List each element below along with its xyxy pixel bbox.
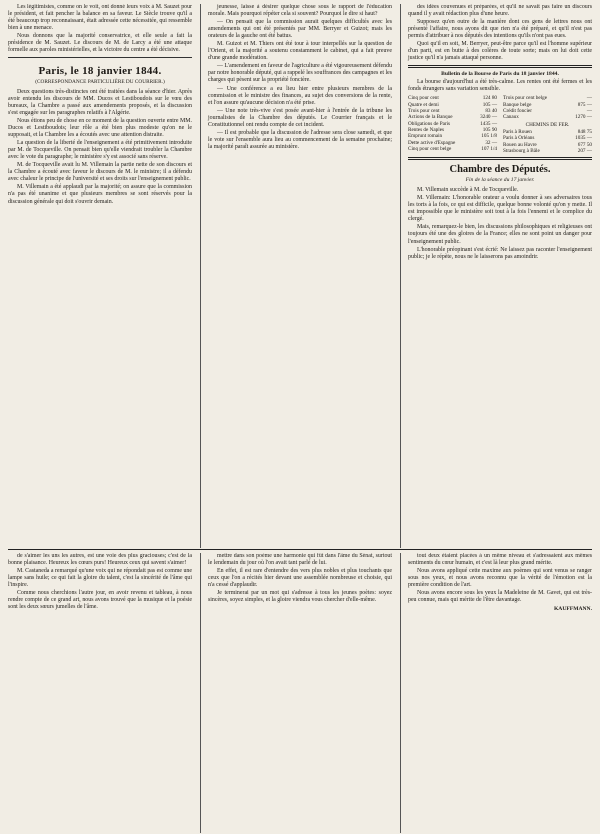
feuilleton-paragraph: En effet, il est rare d'entendre des vers plus nobles et plus touchants que ceux que l'on a récités hier devant une assemblée nombreuse et choisie, qui n'a cessé d'applaudir. xyxy=(208,568,392,589)
section-rule xyxy=(8,57,192,58)
feuilleton-paragraph: de s'aimer les uns les autres, est une voie des plus graciouses; c'est de la bonne plaisance. Heureux les cœurs purs! Heureux ceux qui savent s'aimer! xyxy=(8,553,192,567)
dateline: Paris, le 18 janvier 1844. xyxy=(38,65,162,78)
article-paragraph: La question de la liberté de l'enseignement a été primitivement introduite par M. de Tocqueville. On pensait bien qu'elle viendrait troubler la Chambre avec le vote du paragraphe; le ministère s'y est associé sans réserve. xyxy=(8,140,192,161)
bourse-row: Banque belge 875 — xyxy=(503,101,592,108)
bourse-row: Cinq pour cent belge 107 1/4 xyxy=(408,145,497,152)
bourse-row: Rentes de Naples 105 90 xyxy=(408,126,497,133)
main-columns xyxy=(8,4,592,548)
correspondence-subhead: (CORRESPONDANCE PARTICULIÈRE DU COURRIER.) xyxy=(35,79,165,86)
bourse-row: Rouen au Havre 677 50 xyxy=(503,141,592,148)
article-paragraph: L'honorable préopinant s'est écrié: Ne laissez pas raconter l'enseignement public; je le répète, nous ne le laisserons pas amoindrir. xyxy=(408,246,592,260)
bourse-note: La bourse d'aujourd'hui a été très-calme. Les rentes ont été fermes et les fonds étrangers sans variation sensible. xyxy=(408,79,592,93)
feuilleton-paragraph: Comme nous cherchions l'autre jour, en avoir revenu et tableau, à nous rendre compte de ce grand art, nous avons trouvé que la musique et la poésie sont les deux sœurs jumelles de l'âme. xyxy=(8,590,192,611)
bourse-table xyxy=(408,95,592,154)
bourse-row: Dette active d'Espagne 32 — xyxy=(408,139,497,146)
bourse-row: Canaux 1270 — xyxy=(503,114,592,121)
article-paragraph: M. Villemain: L'honorable orateur a voulu donner à ses adversaires tous les torts à la fois, ce qui est difficile, quelque bonne volonté qu'on y mette. Il est impossible que le ministère soit tout à la fois l'ennemi et le complice du clergé. xyxy=(408,195,592,223)
article-paragraph: Mais, remarquez-le bien, les discussions philosophiques et religieuses ont toujours été une des gloires de la France; elles ne sont point un danger pour l'enseignement public. xyxy=(408,224,592,245)
bourse-title: Bulletin de la Bourse de Paris du 18 janvier 1844. xyxy=(441,71,559,78)
article-paragraph: des idées couvenues et préparées, et qu'il ne savait pas faire un discours quand il y avait rédaction plus d'une heure. xyxy=(408,4,592,18)
article-paragraph: Nous donnons que la majorité conservatrice, et elle seule a fait la présidence de M. Sauzet. Le discours de M. de Larcy a été une attaque formelle aux paroles ministérielles, et la victoire du centre a été décisive. xyxy=(8,33,192,54)
feuilleton xyxy=(8,549,592,833)
article-paragraph: — Une conférence a eu lieu hier entre plusieurs membres de la commission et le ministre des finances, au sujet des conversions de la rente, et l'on assure qu'aucune décision n'a été prise. xyxy=(208,85,392,106)
bourse-row: Strasbourg à Bâle 207 — xyxy=(503,147,592,154)
article-paragraph: Deux questions très-distinctes ont été traitées dans la séance d'hier. Après avoir entendu les discours de MM. Ducos et Lestiboudois sur le vœu des bureaux, la Chambre a passé aux amendements proposés, et la discussion s'est engagée sur les paragraphes relatifs à l'Algérie. xyxy=(8,88,192,116)
author-signature: KAUFFMANN. xyxy=(553,606,592,613)
chamber-title: Chambre des Députés. xyxy=(449,164,551,176)
bourse-row: Paris à Rouen 848 75 xyxy=(503,128,592,135)
feuilleton-paragraph: tout deux étaient placées à un même niveau et s'adressaient aux mêmes sentiments du cœur humain, et c'est là leur plus grand mérite. xyxy=(408,553,592,567)
section-rule xyxy=(408,157,592,160)
article-paragraph: M. Villemain succède à M. de Tocqueville. xyxy=(417,187,519,194)
article-paragraph: M. Guizot et M. Thiers ont été tour à tour interpellés sur la question de l'Orient, et la majorité a soutenu constamment le cabinet, qui a fait preuve d'une grande modération. xyxy=(208,41,392,62)
bourse-row: Trois pour cent 83 40 xyxy=(408,108,497,115)
article-paragraph: Les légitimistes, comme on le voit, ont donné leurs voix à M. Sauzet pour le président, et fait pencher la balance en sa faveur. Le Siècle trouve qu'il a été beaucoup trop reconnaissant, était adressée cette nécessitée, qui ressemble bien à une menace. xyxy=(8,4,192,32)
feuilleton-paragraph: Nous avons appliqué cette maxime aux poèmes qui sont venus se ranger sous nos yeux, et nous avons reconnu que la vérité de l'émotion est la première condition de l'art. xyxy=(408,568,592,589)
article-paragraph: Supposez qu'en outre de la manière dont ces gens de lettres nous ont présenté l'affaire, nous ayons dit que rien n'a été préparé, et qu'il n'est pas permis d'attribuer à nos députés des intentions qu'ils n'ont pas eues. xyxy=(408,19,592,40)
article-paragraph: Quoi qu'il en soit, M. Berryer, peut-être parce qu'il est l'homme supérieur d'un parti, est en butte à des colères de toute sorte; mais on lui doit cette justice qu'il n'a jamais attaqué personne. xyxy=(408,41,592,62)
article-paragraph: — Une note très-vive s'est posée avant-hier à l'entrée de la tribune les journalistes de la Chambre des députés. Le Courrier français et le Constitutionnel ont rendu compte de cet incident. xyxy=(208,107,392,128)
bourse-column-left xyxy=(408,95,497,154)
bourse-row: Emprunt romain 105 1/8 xyxy=(408,133,497,140)
article-paragraph: M. Villemain a été applaudi par la majorité; on assure que la commission n'a pas été unanime et que plusieurs membres se sont réservés pour la discussion générale qui doit s'ouvrir demain. xyxy=(8,184,192,205)
chamber-subtitle: Fin de la séance du 17 janvier. xyxy=(465,177,535,184)
bourse-row: Crédit foncier — xyxy=(503,108,592,115)
article-paragraph: — L'amendement en faveur de l'agriculture a été vigoureusement défendu par notre honorable député, qui a rappelé les souffrances des campagnes et les charges qui pèsent sur la propriété foncière. xyxy=(208,63,392,84)
article-paragraph: — On pensait que la commission aurait quelques difficultés avec les amendements qui ont été présentés par MM. Berryer et Guizot; mais les orateurs de la gauche ont été battus. xyxy=(208,19,392,40)
article-paragraph: — Il est probable que la discussion de l'adresse sera close samedi, et que le vote sur l'ensemble aura lieu au commencement de la semaine prochaine; la majorité paraît assurée au ministère. xyxy=(208,129,392,150)
feuilleton-column-1 xyxy=(8,553,192,833)
column-2 xyxy=(200,4,392,548)
article-paragraph: jeunesse, laisse à désirer quelque chose sous le rapport de l'éducation morale. Mais pourquoi répéter cela si souvent? Pourquoi le dire si haut? xyxy=(208,4,392,18)
feuilleton-paragraph: Nous avons encore sous les yeux la Madeleine de M. Gavet, qui est très-peu connue, mais qui mérite de l'être davantage. xyxy=(408,590,592,604)
bourse-row: Quatre et demi 105 — xyxy=(408,101,497,108)
feuilleton-column-3 xyxy=(400,553,592,833)
feuilleton-paragraph: Je terminerai par un mot qui s'adresse à tous les jeunes poètes: soyez sincères, soyez simples, et la gloire viendra vous chercher d'elle-même. xyxy=(208,590,392,604)
bourse-column-right xyxy=(503,95,592,154)
article-paragraph: Nous étions peu de chose en ce moment de la question ouverte entre MM. Ducos et Lestiboudois; leur rôle a été bien plus modeste qu'on ne le supposait, et la Chambre les a écoutés avec une attention distraite. xyxy=(8,118,192,139)
article-paragraph: M. de Tocqueville avait lu M. Villemain la partie nette de son discours et la Chambre a écouté avec faveur le discours de M. le ministre; il a défendu avec chaleur le principe de l'université et ses droits sur l'enseignement public. xyxy=(8,162,192,183)
feuilleton-column-2 xyxy=(200,553,392,833)
bourse-row: Obligations de Paris 1435 — xyxy=(408,120,497,127)
bourse-row: Cinq pour cent 124 80 xyxy=(408,95,497,102)
column-1 xyxy=(8,4,192,548)
feuilleton-paragraph: M. Castaneda a remarqué qu'une voix qui ne répondait pas est comme une lampe sans huile; ce qui fait la gloire du talent, c'est la sincérité de l'âme qui l'inspire. xyxy=(8,568,192,589)
column-3 xyxy=(400,4,592,548)
bourse-row: Actions de la Banque 3240 — xyxy=(408,114,497,121)
feuilleton-paragraph: mettre dans son poème une harmonie qui fût dans l'âme du Sénat, surtout le lendemain du jour où l'on avait tant parlé de lui. xyxy=(208,553,392,567)
bourse-subheading: CHEMINS DE FER. xyxy=(525,121,570,128)
bourse-row: Paris à Orléans 1035 — xyxy=(503,135,592,142)
bourse-row: Trois pour cent belge — xyxy=(503,95,592,102)
section-rule xyxy=(408,65,592,68)
